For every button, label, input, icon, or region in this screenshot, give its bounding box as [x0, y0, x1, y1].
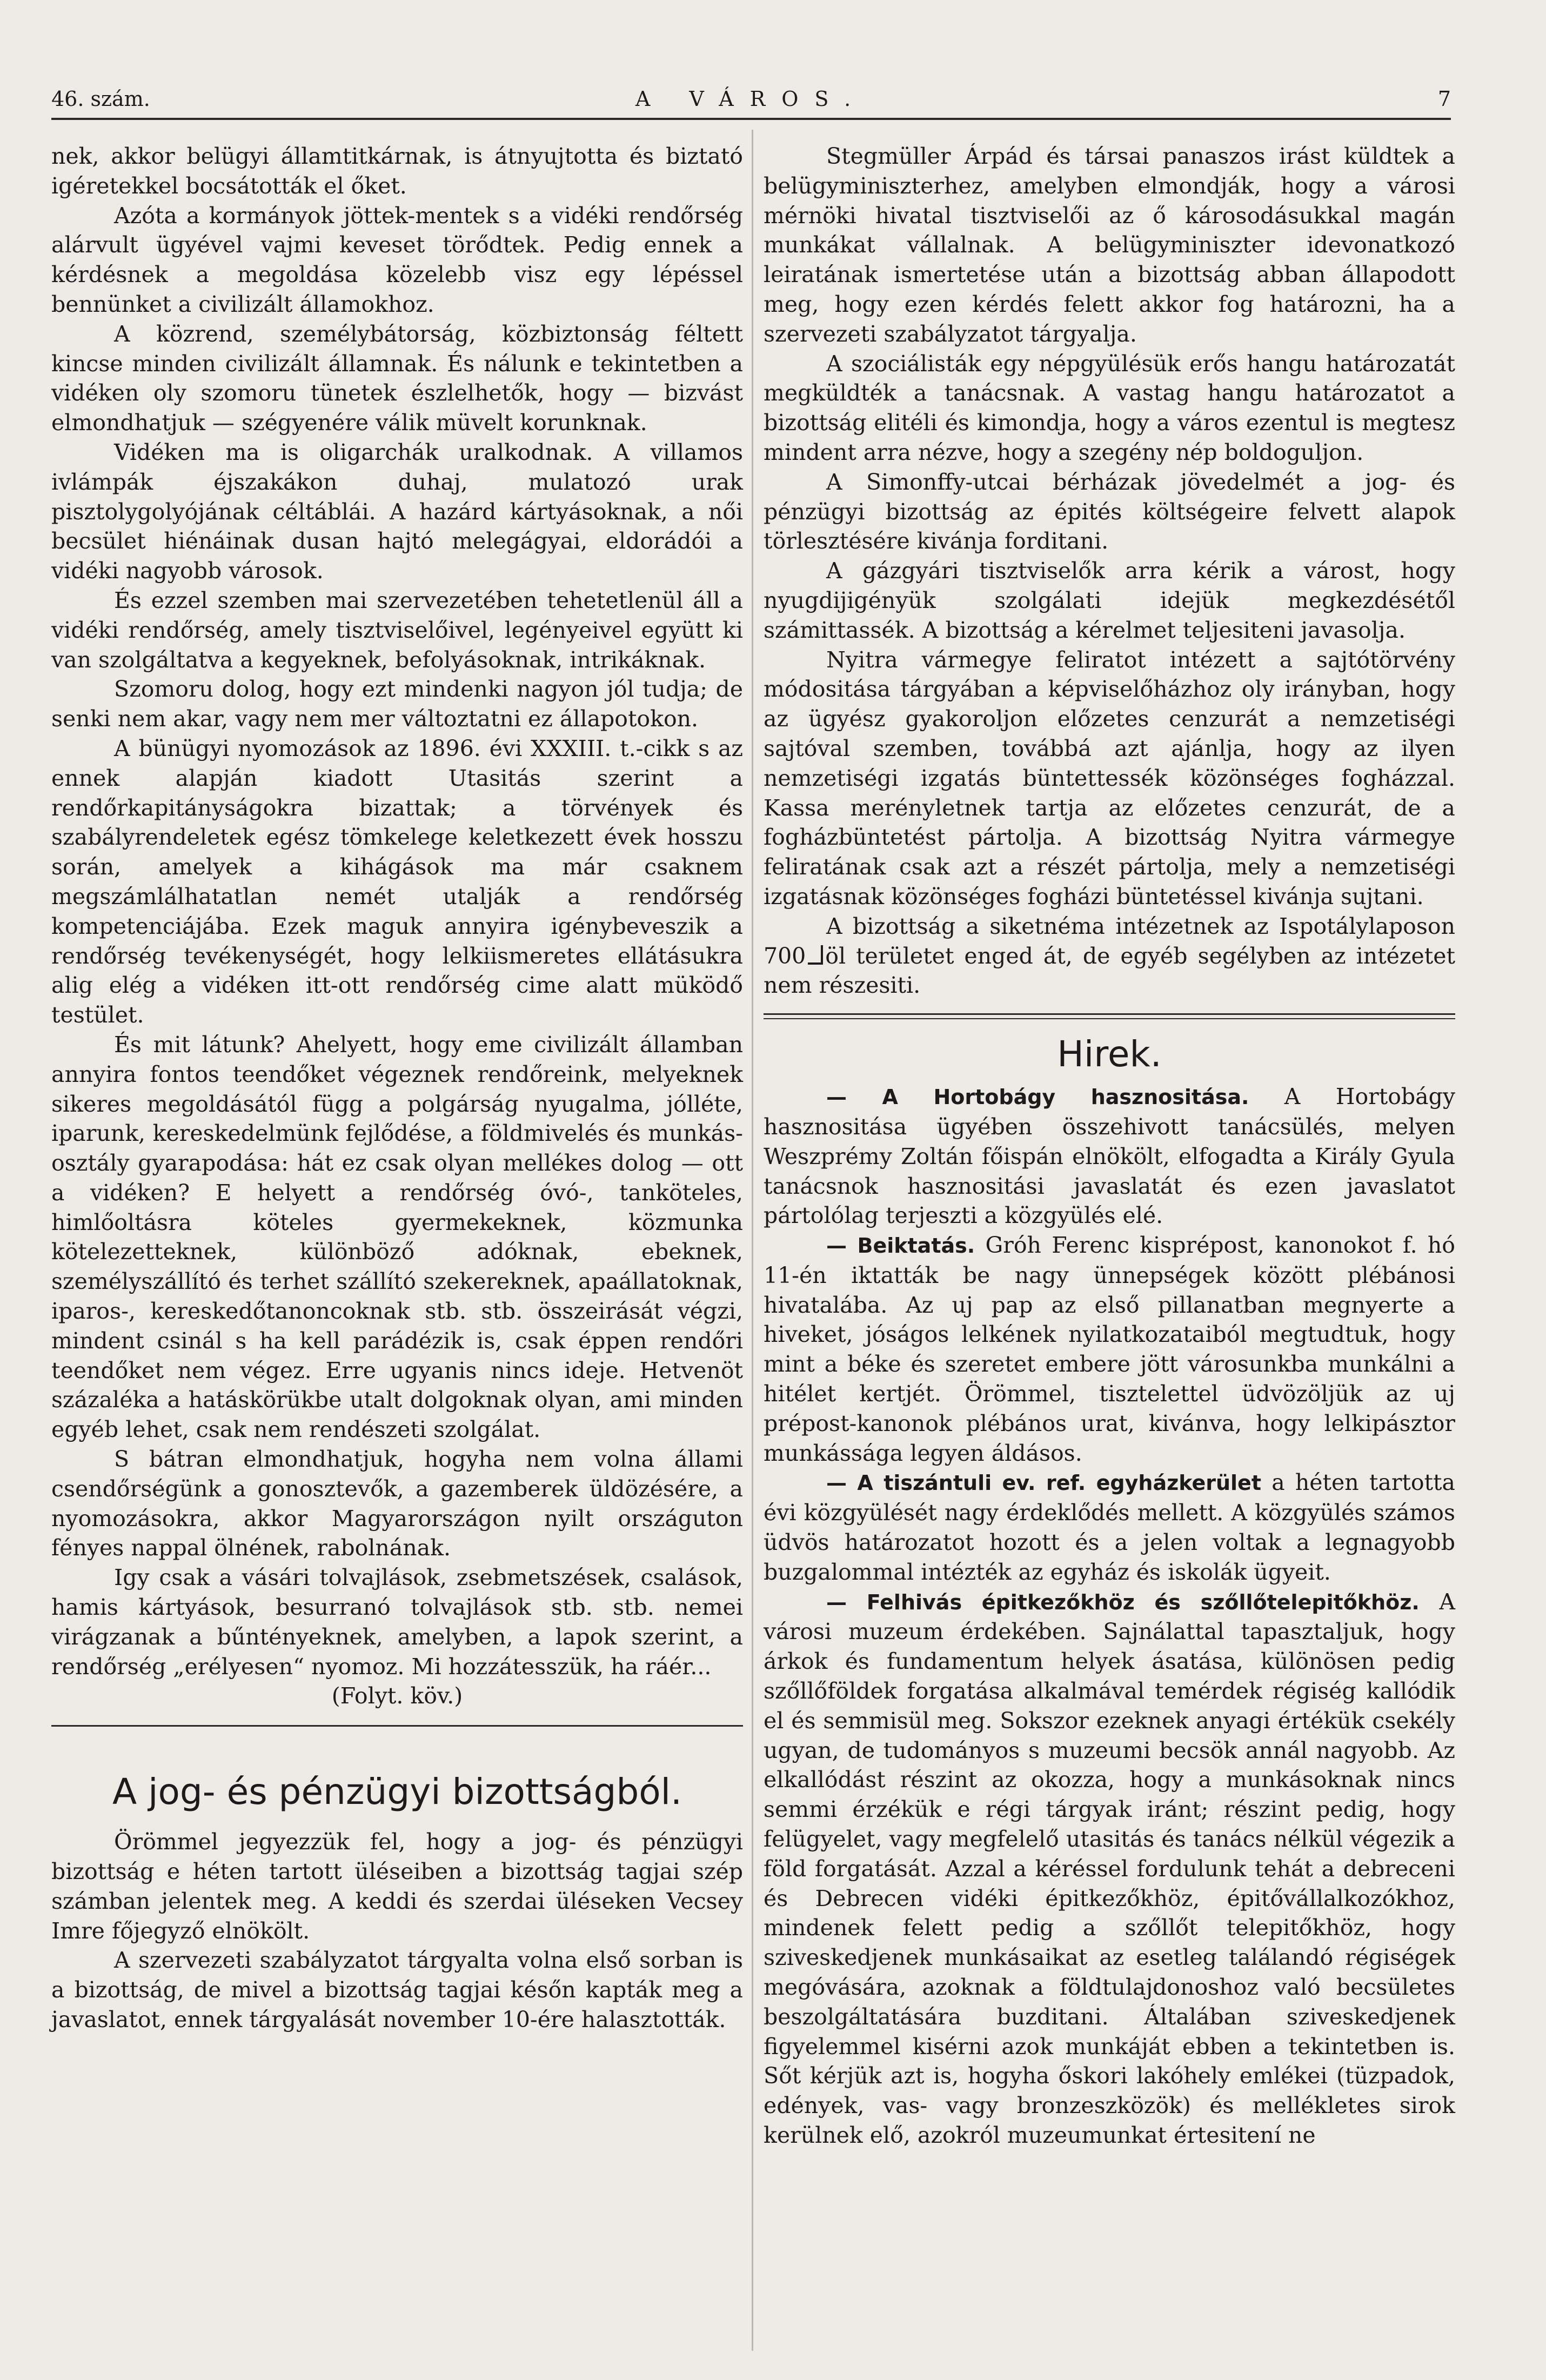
paragraph: Vidéken ma is oligarchák uralkodnak. A villamos ivlámpák éjszakákon duhaj, mulatozó urak pisztolygolyójának céltáblái. A hazárd kártyásoknak, a női becsület hiénáinak dusan hajtó melegágyai, eldorádói a vidéki nagyobb városok.: [51, 439, 743, 584]
news-section-title: Hirek.: [1057, 1033, 1162, 1075]
paragraph: És mit látunk? Ahelyett, hogy eme civilizált államban annyira fontos teendőket végeznek rendőreink, melyeknek sikeres megoldásától függ a polgárság nyugalma, jólléte, iparunk, kereskedelmünk fejlődése, a földmivelés és munkás-osztály gyarapodása: hát ez csak olyan mellékes dolog — ott a vidéken? E helyett a rendőrség óvó-, tanköteles, himlőoltásra köteles gyermekeknek, közmunka kötelezetteknek, különböző adóknak, ebeknek, személyszállító és terhet szállító szekereknek, apaállatoknak, iparos-, kereskedőtanoncoknak stb. stb. összeirását végzi, mindent csinál s ha kell parádézik is, csak éppen rendőri teendőket nem végez. Erre ugyanis nincs ideje. Hetvenöt százaléka a hatáskörükbe utalt dolgoknak olyan, ami minden egyéb lehet, csak nem rendészeti szolgálat.: [51, 1031, 743, 1443]
news-item: [764, 1231, 1455, 1468]
paragraph-part: öl területet enged át, de egyéb segélyben az intézetet nem részesiti.: [764, 942, 1455, 999]
continued-note: (Folyt. köv.): [331, 1683, 463, 1709]
page-header: [51, 85, 1451, 112]
page-number: 7: [1437, 87, 1451, 111]
news-kicker: — Felhivás épitkezőkhöz és szőllőtelepitőkhöz.: [826, 1590, 1420, 1614]
column-divider: [752, 130, 753, 2351]
newspaper-title: A VÁROS.: [635, 87, 867, 111]
header-rule: [51, 118, 1451, 120]
section-rule: [51, 1725, 743, 1727]
paragraph: Szomoru dolog, hogy ezt mindenki nagyon jól tudja; de senki nem akar, vagy nem mer változtatni ez állapotokon.: [51, 676, 743, 732]
news-text: A városi muzeum érdekében. Sajnálattal tapasztaljuk, hogy árkok és fundamentum helyek ásatása, különösen pedig szőllőföldek forgatása alkalmával temérdek régiség kallódik el és semmisül meg. Sokszor ezeknek anyagi értékük csekély ugyan, de tudományos s muzeumi becsök annál nagyobb. Az elkallódást részint az okozza, hogy a munkásoknak nincs semmi érzékük e régi tárgyak iránt; részint pedig, hogy felügyelet, vagy megfelelő utasitás és tanács nélkül végezik a föld forgatását. Azzal a kéréssel fordulunk tehát a debreceni és Debrecen vidéki épitkezőkhöz, épitővállalkozókhoz, mindenek felett pedig a szőllőt telepitőkhöz, hogy sziveskedjenek munkásaikat az esetleg találandó régiségek megóvására, azoknak a földtulajdonoshoz való becsületes beszolgáltatására buzditani. Általában sziveskedjenek figyelemmel kisérni azok munkáját ebben a tekintetben is. Sőt kérjük azt is, hogyha őskori lakóhely emlékei (tüzpadok, edények, vas- vagy bronzeszközök) és mellékletes sirok kerülnek elő, azokról muzeumunkat értesitení ne: [764, 1588, 1455, 2148]
paragraph: A Simonffy-utcai bérházak jövedelmét a jog- és pénzügyi bizottság az épités költségeire felvett alapok törlesztésére kivánja forditani.: [764, 469, 1455, 554]
news-text: a héten tartotta évi közgyülését nagy érdeklődés mellett. A közgyülés számos üdvös határozatot hozott és a jelen voltak a legnagyobb buzgalommal intézték az egyház és iskolák ügyeit.: [764, 1469, 1455, 1585]
left-column: [51, 142, 743, 2035]
paragraph: [764, 912, 1455, 1000]
paragraph: A közrend, személybátorság, közbiztonság féltett kincse minden civilizált államnak. És nálunk e tekintetben a vidéken oly szomoru tünetek észlelhetők, hogy — bizvást elmondhatjuk — szégyenére válik müvelt korunknak.: [51, 320, 743, 436]
news-kicker: — Beiktatás.: [826, 1234, 975, 1258]
issue-number: 46. szám.: [51, 87, 150, 111]
right-column: [764, 142, 1455, 2150]
paragraph: Stegmüller Árpád és társai panaszos irást küldtek a belügyminiszterhez, amelyben elmondják, hogy a városi mérnöki hivatal tisztviselői az ő károsodásukkal magán munkákat vállalnak. A belügyminiszter idevonatkozó leiratának ismertetése után a bizottság abban állapodott meg, hogy ezen kérdés felett akkor fog határozni, ha a szervezeti szabályzatot tárgyalja.: [764, 143, 1455, 347]
paragraph: A szociálisták egy népgyülésük erős hangu határozatát megküldték a tanácsnak. A vastag hangu határozatot a bizottság elitéli és kimondja, hogy a város ezentul is megtesz mindent arra nézve, hogy a szegény nép boldoguljon.: [764, 350, 1455, 465]
paragraph: A bünügyi nyomozások az 1896. évi XXXIII. t.-cikk s az ennek alapján kiadott Utasitás szerint a rendőrkapitányságokra bizattak; a törvények és szabályrendeletek egész tömkelege keletkezett évek hosszu során, amelyek a kihágások ma már csaknem megszámlálhatatlan nemét utalják a rendőrség kompetenciájába. Ezek maguk annyira igénybeveszik a rendőrség tevékenységét, hogy lelkiismeretes ellátásukra alig elég a vidéken itt-ott rendőrség cime alatt müködő testület.: [51, 735, 743, 1028]
paragraph-part: A bizottság a siketnéma intézetnek az Ispotálylaposon 700: [764, 913, 1455, 969]
news-item: [764, 1082, 1455, 1231]
news-text: A Hortobágy hasznositása ügyében összehivott tanácsülés, melyen Weszprémy Zoltán főispán elnökölt, elfogadta a Király Gyula tanácsnok hasznositási javaslatát és ezen javaslatot pártolólag terjeszti a közgyülés elé.: [764, 1084, 1455, 1229]
paragraph: Nyitra vármegye feliratot intézett a sajtótörvény módositása tárgyában a képviselőházhoz oly irányban, hogy az ügyész gyakoroljon előzetes cenzurát a nemzetiségi sajtóval szemben, továbbá azt ajánlja, hogy az ilyen nemzetiségi izgatás büntettessék közönséges fogházzal. Kassa merényletnek tartja az előzetes cenzurát, de a fogházbüntetést pártolja. A bizottság Nyitra vármegye feliratának csak azt a részét pártolja, mely a nemzetiségi izgatásnak közönséges fogházi büntetéssel kivánja sujtani.: [764, 646, 1455, 910]
section-title: A jog- és pénzügyi bizottságból.: [112, 1771, 682, 1813]
news-kicker: — A Hortobágy hasznositása.: [826, 1085, 1249, 1109]
square-fathom-icon: [808, 945, 823, 965]
paragraph: S bátran elmondhatjuk, hogyha nem volna állami csendőrségünk a gonosztevők, a gazemberek üldözésére, a nyomozásokra, akkor Magyarországon nyilt országuton fényes nappal ölnének, rabolnának.: [51, 1446, 743, 1561]
news-item: [764, 1468, 1455, 1587]
section-rule: [764, 1013, 1455, 1019]
paragraph: A szervezeti szabályzatot tárgyalta volna első sorban is a bizottság, de mivel a bizottság tagjai későn kapták meg a javaslatot, ennek tárgyalását november 10-ére halasztották.: [51, 1947, 743, 2033]
news-kicker: — A tiszántuli ev. ref. egyházkerület: [826, 1471, 1261, 1495]
paragraph: Örömmel jegyezzük fel, hogy a jog- és pénzügyi bizottság e héten tartott üléseiben a bizottság tagjai szép számban jelentek meg. A keddi és szerdai üléseken Vecsey Imre főjegyző elnökölt.: [51, 1829, 743, 1944]
paragraph: A gázgyári tisztviselők arra kérik a várost, hogy nyugdijigényük szolgálati idejük megkezdésétől számittassék. A bizottság a kérelmet teljesiteni javasolja.: [764, 558, 1455, 643]
news-text: Gróh Ferenc kisprépost, kanonokot f. hó 11-én iktatták be nagy ünnepségek között plébánosi hivatalába. Az uj pap az első pillanatban megnyerte a hiveket, jóságos lelkének nyilatkozataiból megtudtuk, hogy mint a béke és szeretet embere jött városunkba munkálni a hitélet kertjét. Örömmel, tisztelettel üdvözöljük az uj prépost-kanonok plébános urat, kivánva, hogy lelkipásztor munkássága legyen áldásos.: [764, 1232, 1455, 1466]
paragraph: nek, akkor belügyi államtitkárnak, is átnyujtotta és biztató igéretekkel bocsátották el őket.: [51, 143, 743, 199]
paragraph: Azóta a kormányok jöttek-mentek s a vidéki rendőrség alárvult ügyével vajmi keveset törődtek. Pedig ennek a kérdésnek a megoldása közelebb visz egy lépéssel bennünket a civilizált államokhoz.: [51, 202, 743, 317]
paragraph: És ezzel szemben mai szervezetében tehetetlenül áll a vidéki rendőrség, amely tisztviselőivel, legényeivel együtt ki van szolgáltatva a kegyeknek, befolyásoknak, intrikáknak.: [51, 587, 743, 673]
paragraph: Igy csak a vásári tolvajlások, zsebmetszések, csalások, hamis kártyások, besurranó tolvajlások stb. stb. nemei virágzanak a bűntényeknek, amelyben, a lapok szerint, a rendőrség „erélyesen“ nyomoz. Mi hozzátesszük, ha ráér...: [51, 1565, 743, 1680]
news-item: [764, 1587, 1455, 2150]
